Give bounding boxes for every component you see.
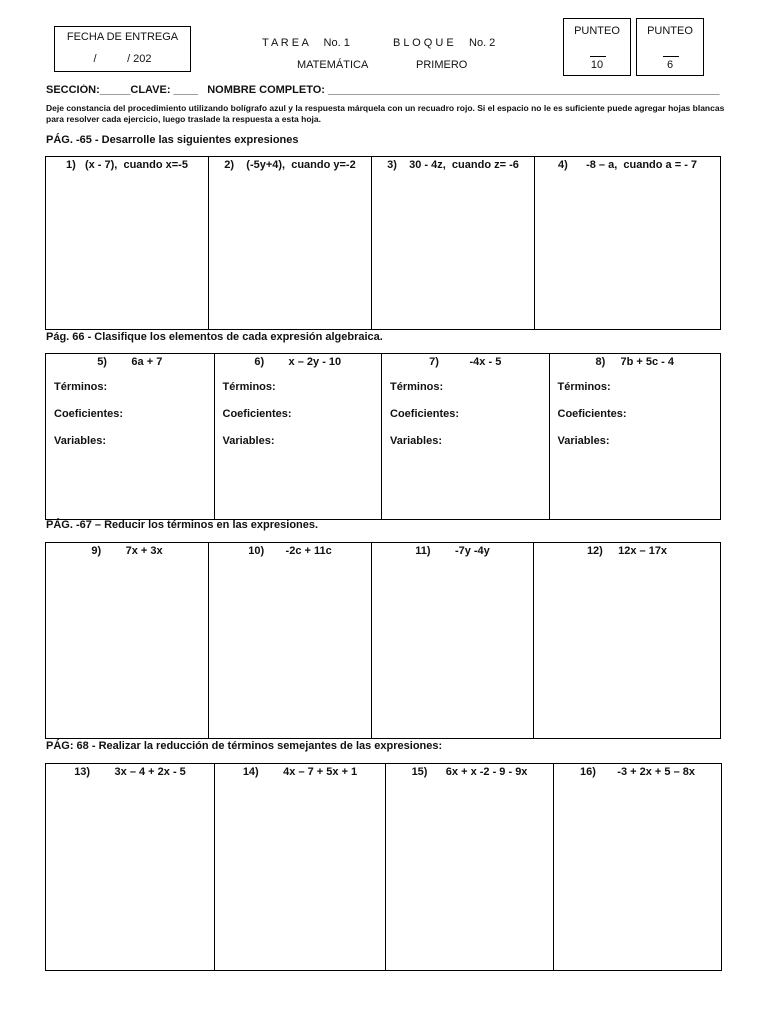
exercise-cell [46, 543, 209, 738]
exercise-prompt: 5) 6a + 7 [97, 356, 163, 368]
exercise-grid-3 [45, 542, 721, 739]
exercise-grid-2 [45, 353, 721, 520]
grado-label: PRIMERO [416, 59, 468, 71]
exercise-prompt: 9) 7x + 3x [91, 545, 163, 557]
terminos-label: Términos: [222, 381, 276, 393]
exercise-cell [554, 764, 721, 970]
punteo-box-1 [563, 18, 631, 76]
exercise-prompt: 11) -7y -4y [415, 545, 490, 557]
exercise-prompt: 12) 12x – 17x [586, 545, 668, 557]
exercise-cell [46, 764, 215, 970]
coeficientes-label: Coeficientes: [222, 408, 292, 420]
exercise-grid-1 [45, 156, 721, 330]
punteo-value: 6 [666, 59, 674, 71]
punteo-label: PUNTEO [574, 25, 620, 37]
exercise-prompt: 6) x – 2y - 10 [254, 356, 342, 368]
bloque-label: B L O Q U E No. 2 [393, 37, 496, 49]
coeficientes-label: Coeficientes: [54, 408, 124, 420]
fecha-entrega-date: / / 202 [93, 53, 152, 65]
punteo-box-2 [636, 18, 704, 76]
exercise-grid-4 [45, 763, 722, 971]
exercise-cell [386, 764, 554, 970]
instructions-text: Deje constancia del procedimiento utilizando bolígrafo azul y la respuesta márquela con un recuadro rojo. Si el espacio no le es suficiente puede agregar hojas blancas para resolver cada ejercicio, luego traslade la respuesta a esta hoja. [46, 103, 725, 124]
section-title-1: PÁG. -65 - Desarrolle las siguientes expresiones [46, 134, 299, 146]
exercise-prompt: 8) 7b + 5c - 4 [595, 356, 675, 368]
exercise-cell [550, 354, 720, 519]
exercise-prompt: 10) -2c + 11c [248, 545, 332, 557]
exercise-prompt: 16) -3 + 2x + 5 – 8x [580, 766, 695, 778]
materia-label: MATEMÁTICA [297, 59, 369, 71]
punteo-label: PUNTEO [647, 25, 693, 37]
exercise-prompt: 3) 30 - 4z, cuando z= -6 [387, 159, 519, 171]
coeficientes-label: Coeficientes: [557, 408, 627, 420]
exercise-prompt: 13) 3x – 4 + 2x - 5 [74, 766, 186, 778]
exercise-cell [534, 543, 720, 738]
exercise-cell [372, 157, 535, 329]
exercise-prompt: 2) (-5y+4), cuando y=-2 [224, 159, 356, 171]
fraction-bar [663, 56, 679, 57]
exercise-prompt: 1) (x - 7), cuando x=-5 [66, 159, 188, 171]
exercise-cell [46, 157, 209, 329]
exercise-prompt: 7) -4x - 5 [429, 356, 502, 368]
fraction-bar [590, 56, 606, 57]
variables-label: Variables: [222, 435, 275, 447]
exercise-cell [209, 157, 372, 329]
student-info-line: SECCIÓN:_____CLAVE: ____ NOMBRE COMPLETO: ________________________________________________________________ [46, 84, 720, 96]
variables-label: Variables: [557, 435, 610, 447]
exercise-cell [535, 157, 720, 329]
terminos-label: Términos: [557, 381, 611, 393]
exercise-cell [209, 543, 372, 738]
exercise-prompt: 15) 6x + x -2 - 9 - 9x [411, 766, 528, 778]
exercise-cell [372, 543, 534, 738]
exercise-cell [215, 764, 386, 970]
section-title-2: Pág. 66 - Clasifique los elementos de cada expresión algebraica. [46, 331, 383, 343]
fecha-entrega-label: FECHA DE ENTREGA [66, 31, 179, 43]
variables-label: Variables: [390, 435, 442, 447]
fecha-entrega-box [54, 26, 191, 72]
terminos-label: Términos: [54, 381, 108, 393]
exercise-cell [46, 354, 215, 519]
exercise-prompt: 14) 4x – 7 + 5x + 1 [242, 766, 358, 778]
exercise-prompt: 4) -8 – a, cuando a = - 7 [557, 159, 698, 171]
exercise-cell [215, 354, 383, 519]
coeficientes-label: Coeficientes: [390, 408, 460, 420]
section-title-3: PÁG. -67 – Reducir los términos en las expresiones. [46, 519, 319, 531]
variables-label: Variables: [54, 435, 106, 447]
section-title-4: PÁG: 68 - Realizar la reducción de términos semejantes de las expresiones: [46, 740, 443, 752]
punteo-value: 10 [590, 59, 604, 71]
terminos-label: Términos: [390, 381, 444, 393]
tarea-label: T A R E A No. 1 [262, 37, 350, 49]
exercise-cell [382, 354, 550, 519]
